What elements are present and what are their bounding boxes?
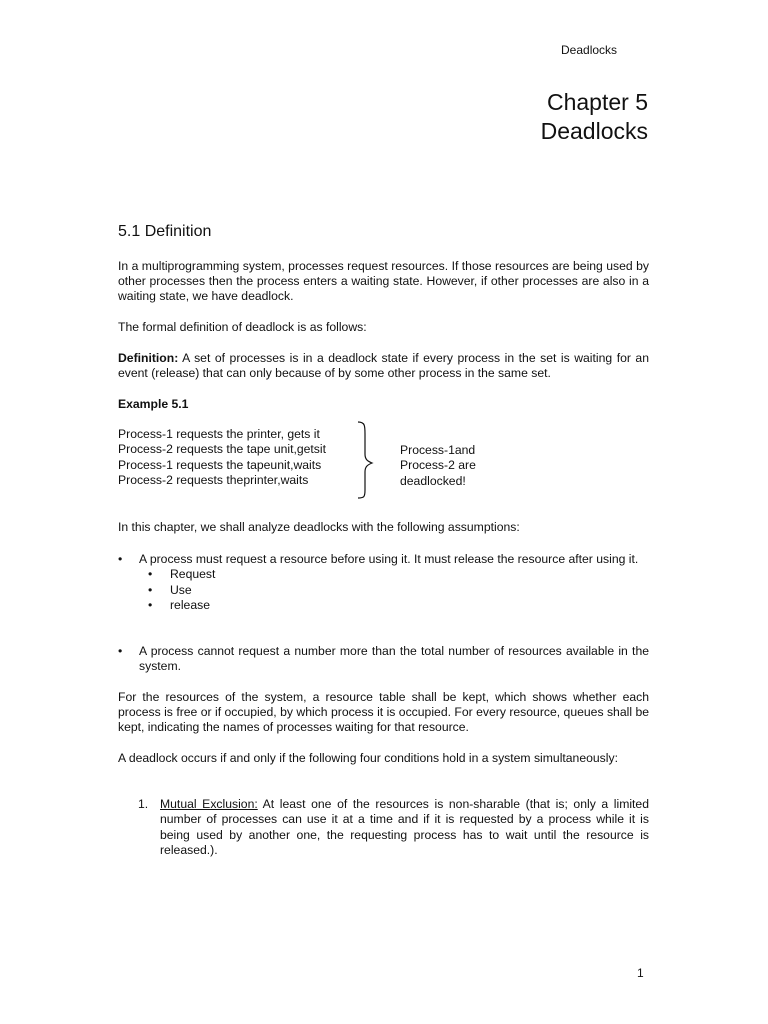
chapter-title: [541, 88, 648, 146]
bullet-icon: •: [148, 567, 153, 581]
condition-body: [138, 797, 649, 858]
example-line: Process-2 requests the tape unit,getsit: [118, 442, 326, 457]
example-result: [400, 443, 476, 489]
definition-label: Definition:: [118, 351, 179, 365]
right-brace-icon: [356, 420, 380, 500]
result-line: deadlocked!: [400, 473, 466, 488]
sub-list: [118, 567, 649, 614]
definition-paragraph: [118, 351, 649, 381]
sub-item-text: Use: [170, 582, 192, 597]
bullet-icon: •: [148, 582, 153, 597]
list-number: 1.: [138, 797, 149, 811]
bullet-text: A process cannot request a number more than the total number of resources available in the system.: [139, 644, 649, 673]
example-line: Process-2 requests theprinter,waits: [118, 472, 309, 487]
resource-table-paragraph: For the resources of the system, a resource table shall be kept, which shows whether each process is free or if occupied, by which process it is occupied. For every resource, queues shall be kept, indicating the names of processes waiting for that resource.: [118, 690, 649, 734]
chapter-name: Deadlocks: [540, 118, 648, 144]
intro-paragraph: In a multiprogramming system, processes request resources. If those resources are being used by other processes then the process enters a waiting state. However, if other processes are also in a waiting state, we have deadlock.: [118, 259, 649, 303]
condition-text: At least one of the resources is non-sharable (that is; only a limited number of processes can use it at a time and if it is requested by a process while it is being used by another one, the requesting process has to wait until the resource is released.).: [160, 797, 649, 857]
sub-list-item: [118, 583, 649, 599]
condition-item-1: [138, 797, 649, 858]
list-item: [118, 552, 649, 567]
assumptions-intro: In this chapter, we shall analyze deadlocks with the following assumptions:: [118, 520, 520, 534]
chapter-number: Chapter 5: [546, 89, 648, 115]
running-header: Deadlocks: [561, 43, 618, 57]
example-title: Example 5.1: [118, 397, 189, 411]
formal-definition-lead: The formal definition of deadlock is as follows:: [118, 320, 367, 334]
bullet-text: A process must request a resource before using it. It must release the resource after using it.: [139, 552, 639, 566]
definition-text: A set of processes is in a deadlock state if every process in the set is waiting for an event (release) that can only because of by some other process in the same set.: [118, 351, 649, 380]
example-line: Process-1 requests the tapeunit,waits: [118, 457, 322, 472]
conditions-intro: A deadlock occurs if and only if the following four conditions hold in a system simultaneously:: [118, 751, 618, 765]
sub-item-text: Request: [170, 567, 216, 581]
bullet-icon: •: [148, 598, 153, 612]
example-line: Process-1 requests the printer, gets it: [118, 427, 320, 441]
page-number: 1: [637, 966, 644, 980]
sub-list-item: [118, 567, 649, 583]
list-item: [118, 644, 649, 674]
section-heading: 5.1 Definition: [118, 223, 212, 240]
result-line: Process-2 are: [400, 458, 476, 473]
bullet-icon: •: [118, 644, 123, 658]
sub-list-item: [118, 598, 649, 614]
condition-term: Mutual Exclusion:: [160, 797, 258, 811]
sub-item-text: release: [170, 598, 210, 612]
assumption-bullet-1: [118, 552, 649, 614]
assumption-bullet-2: [118, 644, 649, 674]
result-line: Process-1and: [400, 443, 476, 457]
bullet-icon: •: [118, 552, 123, 566]
example-process-lines: [118, 427, 326, 488]
